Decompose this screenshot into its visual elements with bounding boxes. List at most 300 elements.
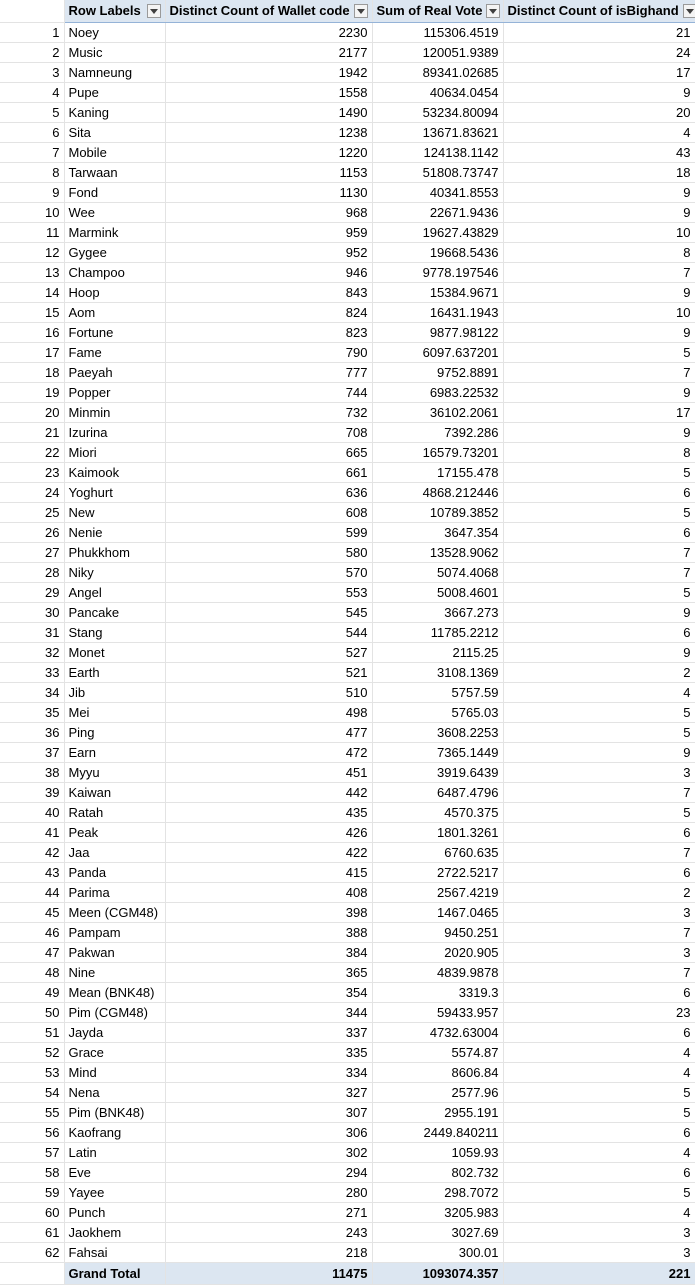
real-vote-sum[interactable]: 16431.1943 bbox=[372, 303, 503, 323]
real-vote-sum[interactable]: 3667.273 bbox=[372, 603, 503, 623]
bighand-count[interactable]: 5 bbox=[503, 703, 695, 723]
real-vote-sum[interactable]: 2577.96 bbox=[372, 1083, 503, 1103]
bighand-count[interactable]: 7 bbox=[503, 963, 695, 983]
bighand-count[interactable]: 7 bbox=[503, 843, 695, 863]
row-label[interactable]: Earth bbox=[64, 663, 165, 683]
real-vote-sum[interactable]: 13528.9062 bbox=[372, 543, 503, 563]
row-label[interactable]: Izurina bbox=[64, 423, 165, 443]
row-number: 62 bbox=[0, 1243, 64, 1263]
table-row bbox=[0, 863, 695, 883]
row-label[interactable]: Yoghurt bbox=[64, 483, 165, 503]
vote-header[interactable] bbox=[372, 0, 503, 23]
wallet-count[interactable]: 472 bbox=[165, 743, 372, 763]
row-number: 13 bbox=[0, 263, 64, 283]
row-label[interactable]: New bbox=[64, 503, 165, 523]
wallet-count[interactable]: 365 bbox=[165, 963, 372, 983]
real-vote-sum[interactable]: 5008.4601 bbox=[372, 583, 503, 603]
row-label[interactable]: Jayda bbox=[64, 1023, 165, 1043]
real-vote-sum[interactable]: 9450.251 bbox=[372, 923, 503, 943]
table-row bbox=[0, 603, 695, 623]
row-label[interactable]: Fortune bbox=[64, 323, 165, 343]
row-number: 52 bbox=[0, 1043, 64, 1063]
bighand-count[interactable]: 9 bbox=[503, 423, 695, 443]
real-vote-sum[interactable]: 2722.5217 bbox=[372, 863, 503, 883]
grand-total-bighand[interactable]: 221 bbox=[503, 1263, 695, 1285]
real-vote-sum[interactable]: 115306.4519 bbox=[372, 23, 503, 43]
row-number: 35 bbox=[0, 703, 64, 723]
bighand-count[interactable]: 7 bbox=[503, 923, 695, 943]
row-label[interactable]: Popper bbox=[64, 383, 165, 403]
bighand-count[interactable]: 21 bbox=[503, 23, 695, 43]
grand-total-row bbox=[0, 1263, 695, 1285]
bighand-count[interactable]: 9 bbox=[503, 203, 695, 223]
bighand-count[interactable]: 5 bbox=[503, 1103, 695, 1123]
wallet-count[interactable]: 451 bbox=[165, 763, 372, 783]
row-label[interactable]: Ratah bbox=[64, 803, 165, 823]
wallet-count[interactable]: 732 bbox=[165, 403, 372, 423]
real-vote-sum[interactable]: 3108.1369 bbox=[372, 663, 503, 683]
wallet-count[interactable]: 968 bbox=[165, 203, 372, 223]
wallet-count[interactable]: 608 bbox=[165, 503, 372, 523]
grand-total-vote[interactable]: 1093074.357 bbox=[372, 1263, 503, 1285]
bighand-count[interactable]: 17 bbox=[503, 63, 695, 83]
real-vote-sum[interactable]: 6760.635 bbox=[372, 843, 503, 863]
wallet-count[interactable]: 708 bbox=[165, 423, 372, 443]
bighand-count[interactable]: 3 bbox=[503, 943, 695, 963]
dropdown-arrow-icon[interactable] bbox=[486, 4, 500, 18]
table-row bbox=[0, 1243, 695, 1263]
real-vote-sum[interactable]: 40341.8553 bbox=[372, 183, 503, 203]
row-label[interactable]: Fame bbox=[64, 343, 165, 363]
wallet-count[interactable]: 327 bbox=[165, 1083, 372, 1103]
row-label[interactable]: Mei bbox=[64, 703, 165, 723]
row-number: 28 bbox=[0, 563, 64, 583]
row-label[interactable]: Aom bbox=[64, 303, 165, 323]
row-label[interactable]: Namneung bbox=[64, 63, 165, 83]
wallet-count[interactable]: 1942 bbox=[165, 63, 372, 83]
wallet-count[interactable]: 307 bbox=[165, 1103, 372, 1123]
row-label[interactable]: Pakwan bbox=[64, 943, 165, 963]
wallet-count[interactable]: 946 bbox=[165, 263, 372, 283]
wallet-count[interactable]: 823 bbox=[165, 323, 372, 343]
grand-total-wallet[interactable]: 11475 bbox=[165, 1263, 372, 1285]
row-number: 50 bbox=[0, 1003, 64, 1023]
real-vote-sum[interactable]: 19668.5436 bbox=[372, 243, 503, 263]
row-label[interactable]: Monet bbox=[64, 643, 165, 663]
row-label[interactable]: Kaiwan bbox=[64, 783, 165, 803]
real-vote-sum[interactable]: 11785.2212 bbox=[372, 623, 503, 643]
wallet-count[interactable]: 777 bbox=[165, 363, 372, 383]
row-label[interactable]: Myyu bbox=[64, 763, 165, 783]
real-vote-sum[interactable]: 3205.983 bbox=[372, 1203, 503, 1223]
real-vote-sum[interactable]: 5757.59 bbox=[372, 683, 503, 703]
wallet-count[interactable]: 302 bbox=[165, 1143, 372, 1163]
wallet-count[interactable]: 636 bbox=[165, 483, 372, 503]
wallet-count[interactable]: 398 bbox=[165, 903, 372, 923]
bighand-count[interactable]: 9 bbox=[503, 743, 695, 763]
wallet-count[interactable]: 294 bbox=[165, 1163, 372, 1183]
real-vote-sum[interactable]: 4732.63004 bbox=[372, 1023, 503, 1043]
bighand-count[interactable]: 4 bbox=[503, 1143, 695, 1163]
real-vote-sum[interactable]: 2020.905 bbox=[372, 943, 503, 963]
table-row bbox=[0, 1083, 695, 1103]
bighand-count[interactable]: 43 bbox=[503, 143, 695, 163]
row-number: 14 bbox=[0, 283, 64, 303]
real-vote-sum[interactable]: 4570.375 bbox=[372, 803, 503, 823]
row-label[interactable]: Niky bbox=[64, 563, 165, 583]
wallet-count[interactable]: 510 bbox=[165, 683, 372, 703]
row-label[interactable]: Yayee bbox=[64, 1183, 165, 1203]
real-vote-sum[interactable]: 89341.02685 bbox=[372, 63, 503, 83]
dropdown-arrow-icon[interactable] bbox=[147, 4, 161, 18]
row-label[interactable]: Phukkhom bbox=[64, 543, 165, 563]
wallet-count[interactable]: 306 bbox=[165, 1123, 372, 1143]
bighand-header[interactable] bbox=[503, 0, 695, 23]
real-vote-sum[interactable]: 2567.4219 bbox=[372, 883, 503, 903]
bighand-count[interactable]: 6 bbox=[503, 1163, 695, 1183]
real-vote-sum[interactable]: 9752.8891 bbox=[372, 363, 503, 383]
bighand-count[interactable]: 3 bbox=[503, 1243, 695, 1263]
wallet-count[interactable]: 442 bbox=[165, 783, 372, 803]
bighand-count[interactable]: 4 bbox=[503, 1063, 695, 1083]
row-label[interactable]: Stang bbox=[64, 623, 165, 643]
row-number: 16 bbox=[0, 323, 64, 343]
real-vote-sum[interactable]: 10789.3852 bbox=[372, 503, 503, 523]
row-label[interactable]: Eve bbox=[64, 1163, 165, 1183]
wallet-count[interactable]: 388 bbox=[165, 923, 372, 943]
bighand-count[interactable]: 9 bbox=[503, 643, 695, 663]
bighand-count[interactable]: 3 bbox=[503, 1223, 695, 1243]
wallet-count[interactable]: 599 bbox=[165, 523, 372, 543]
real-vote-sum[interactable]: 53234.80094 bbox=[372, 103, 503, 123]
table-row bbox=[0, 783, 695, 803]
row-number: 54 bbox=[0, 1083, 64, 1103]
real-vote-sum[interactable]: 120051.9389 bbox=[372, 43, 503, 63]
table-row bbox=[0, 1183, 695, 1203]
wallet-count[interactable]: 661 bbox=[165, 463, 372, 483]
bighand-count[interactable]: 6 bbox=[503, 863, 695, 883]
wallet-count[interactable]: 415 bbox=[165, 863, 372, 883]
table-row bbox=[0, 1203, 695, 1223]
row-label[interactable]: Minmin bbox=[64, 403, 165, 423]
wallet-count[interactable]: 952 bbox=[165, 243, 372, 263]
wallet-count[interactable]: 790 bbox=[165, 343, 372, 363]
real-vote-sum[interactable]: 6487.4796 bbox=[372, 783, 503, 803]
grand-total-label[interactable]: Grand Total bbox=[64, 1263, 165, 1285]
bighand-count[interactable]: 9 bbox=[503, 603, 695, 623]
real-vote-sum[interactable]: 1059.93 bbox=[372, 1143, 503, 1163]
wallet-count[interactable]: 545 bbox=[165, 603, 372, 623]
wallet-count[interactable]: 422 bbox=[165, 843, 372, 863]
row-label[interactable]: Wee bbox=[64, 203, 165, 223]
real-vote-sum[interactable]: 3319.3 bbox=[372, 983, 503, 1003]
real-vote-sum[interactable]: 3919.6439 bbox=[372, 763, 503, 783]
row-label[interactable]: Angel bbox=[64, 583, 165, 603]
real-vote-sum[interactable]: 5574.87 bbox=[372, 1043, 503, 1063]
row-label[interactable]: Tarwaan bbox=[64, 163, 165, 183]
real-vote-sum[interactable]: 5074.4068 bbox=[372, 563, 503, 583]
bighand-count[interactable]: 20 bbox=[503, 103, 695, 123]
bighand-count[interactable]: 24 bbox=[503, 43, 695, 63]
row-label[interactable]: Meen (CGM48) bbox=[64, 903, 165, 923]
wallet-count[interactable]: 1153 bbox=[165, 163, 372, 183]
wallet-count[interactable]: 744 bbox=[165, 383, 372, 403]
wallet-count[interactable]: 580 bbox=[165, 543, 372, 563]
wallet-count[interactable]: 665 bbox=[165, 443, 372, 463]
real-vote-sum[interactable]: 51808.73747 bbox=[372, 163, 503, 183]
bighand-count[interactable]: 4 bbox=[503, 1043, 695, 1063]
bighand-count[interactable]: 18 bbox=[503, 163, 695, 183]
table-row bbox=[0, 423, 695, 443]
bighand-count[interactable]: 6 bbox=[503, 623, 695, 643]
real-vote-sum[interactable]: 19627.43829 bbox=[372, 223, 503, 243]
dropdown-arrow-icon[interactable] bbox=[354, 4, 368, 18]
real-vote-sum[interactable]: 3027.69 bbox=[372, 1223, 503, 1243]
row-label[interactable]: Earn bbox=[64, 743, 165, 763]
row-number: 48 bbox=[0, 963, 64, 983]
table-row bbox=[0, 403, 695, 423]
real-vote-sum[interactable]: 13671.83621 bbox=[372, 123, 503, 143]
real-vote-sum[interactable]: 4868.212446 bbox=[372, 483, 503, 503]
bighand-count[interactable]: 6 bbox=[503, 483, 695, 503]
row-label[interactable]: Punch bbox=[64, 1203, 165, 1223]
real-vote-sum[interactable]: 59433.957 bbox=[372, 1003, 503, 1023]
row-label[interactable]: Hoop bbox=[64, 283, 165, 303]
real-vote-sum[interactable]: 5765.03 bbox=[372, 703, 503, 723]
bighand-count[interactable]: 4 bbox=[503, 1203, 695, 1223]
real-vote-sum[interactable]: 124138.1142 bbox=[372, 143, 503, 163]
wallet-count[interactable]: 384 bbox=[165, 943, 372, 963]
bighand-count[interactable]: 5 bbox=[503, 343, 695, 363]
wallet-count[interactable]: 1238 bbox=[165, 123, 372, 143]
table-row bbox=[0, 63, 695, 83]
row-number: 40 bbox=[0, 803, 64, 823]
wallet-count[interactable]: 344 bbox=[165, 1003, 372, 1023]
row-label[interactable]: Peak bbox=[64, 823, 165, 843]
row-label[interactable]: Gygee bbox=[64, 243, 165, 263]
bighand-count[interactable]: 5 bbox=[503, 723, 695, 743]
wallet-count[interactable]: 335 bbox=[165, 1043, 372, 1063]
wallet-count[interactable]: 1490 bbox=[165, 103, 372, 123]
real-vote-sum[interactable]: 2115.25 bbox=[372, 643, 503, 663]
row-label[interactable]: Paeyah bbox=[64, 363, 165, 383]
wallet-count[interactable]: 1220 bbox=[165, 143, 372, 163]
real-vote-sum[interactable]: 7392.286 bbox=[372, 423, 503, 443]
bighand-count[interactable]: 5 bbox=[503, 503, 695, 523]
wallet-count[interactable]: 435 bbox=[165, 803, 372, 823]
wallet-count[interactable]: 271 bbox=[165, 1203, 372, 1223]
bighand-count[interactable]: 9 bbox=[503, 83, 695, 103]
bighand-count[interactable]: 3 bbox=[503, 763, 695, 783]
real-vote-sum[interactable]: 15384.9671 bbox=[372, 283, 503, 303]
row-label[interactable]: Grace bbox=[64, 1043, 165, 1063]
row-labels-header[interactable] bbox=[64, 0, 165, 23]
table-row bbox=[0, 823, 695, 843]
real-vote-sum[interactable]: 300.01 bbox=[372, 1243, 503, 1263]
bighand-count[interactable]: 5 bbox=[503, 1083, 695, 1103]
row-label[interactable]: Kaimook bbox=[64, 463, 165, 483]
row-label[interactable]: Nenie bbox=[64, 523, 165, 543]
real-vote-sum[interactable]: 6097.637201 bbox=[372, 343, 503, 363]
wallet-count[interactable]: 824 bbox=[165, 303, 372, 323]
bighand-count[interactable]: 7 bbox=[503, 363, 695, 383]
wallet-count[interactable]: 527 bbox=[165, 643, 372, 663]
row-label[interactable]: Panda bbox=[64, 863, 165, 883]
wallet-count[interactable]: 243 bbox=[165, 1223, 372, 1243]
wallet-count[interactable]: 218 bbox=[165, 1243, 372, 1263]
row-label[interactable]: Fond bbox=[64, 183, 165, 203]
bighand-count[interactable]: 10 bbox=[503, 303, 695, 323]
row-label[interactable]: Nine bbox=[64, 963, 165, 983]
row-label[interactable]: Mean (BNK48) bbox=[64, 983, 165, 1003]
bighand-count[interactable]: 3 bbox=[503, 903, 695, 923]
wallet-count[interactable]: 2177 bbox=[165, 43, 372, 63]
row-label[interactable]: Parima bbox=[64, 883, 165, 903]
wallet-count[interactable]: 1130 bbox=[165, 183, 372, 203]
wallet-count[interactable]: 280 bbox=[165, 1183, 372, 1203]
wallet-count[interactable]: 408 bbox=[165, 883, 372, 903]
row-label[interactable]: Pim (BNK48) bbox=[64, 1103, 165, 1123]
row-label[interactable]: Pupe bbox=[64, 83, 165, 103]
real-vote-sum[interactable]: 9778.197546 bbox=[372, 263, 503, 283]
row-label[interactable]: Kaning bbox=[64, 103, 165, 123]
bighand-count[interactable]: 5 bbox=[503, 803, 695, 823]
real-vote-sum[interactable]: 16579.73201 bbox=[372, 443, 503, 463]
row-label[interactable]: Noey bbox=[64, 23, 165, 43]
row-number: 7 bbox=[0, 143, 64, 163]
dropdown-arrow-icon[interactable] bbox=[683, 4, 695, 18]
real-vote-sum[interactable]: 8606.84 bbox=[372, 1063, 503, 1083]
bighand-count[interactable]: 23 bbox=[503, 1003, 695, 1023]
bighand-count[interactable]: 2 bbox=[503, 883, 695, 903]
row-label[interactable]: Miori bbox=[64, 443, 165, 463]
real-vote-sum[interactable]: 22671.9436 bbox=[372, 203, 503, 223]
row-label[interactable]: Fahsai bbox=[64, 1243, 165, 1263]
row-number: 21 bbox=[0, 423, 64, 443]
real-vote-sum[interactable]: 1801.3261 bbox=[372, 823, 503, 843]
row-label[interactable]: Ping bbox=[64, 723, 165, 743]
bighand-count[interactable]: 4 bbox=[503, 683, 695, 703]
bighand-count[interactable]: 7 bbox=[503, 543, 695, 563]
table-row bbox=[0, 483, 695, 503]
wallet-count[interactable]: 544 bbox=[165, 623, 372, 643]
row-label[interactable]: Champoo bbox=[64, 263, 165, 283]
real-vote-sum[interactable]: 4839.9878 bbox=[372, 963, 503, 983]
row-label[interactable]: Sita bbox=[64, 123, 165, 143]
bighand-count[interactable]: 6 bbox=[503, 1023, 695, 1043]
row-label[interactable]: Music bbox=[64, 43, 165, 63]
table-row bbox=[0, 563, 695, 583]
row-number: 57 bbox=[0, 1143, 64, 1163]
real-vote-sum[interactable]: 1467.0465 bbox=[372, 903, 503, 923]
wallet-count[interactable]: 426 bbox=[165, 823, 372, 843]
bighand-count[interactable]: 6 bbox=[503, 1123, 695, 1143]
wallet-count[interactable]: 354 bbox=[165, 983, 372, 1003]
wallet-count[interactable]: 843 bbox=[165, 283, 372, 303]
real-vote-sum[interactable]: 3647.354 bbox=[372, 523, 503, 543]
wallet-count[interactable]: 498 bbox=[165, 703, 372, 723]
row-label[interactable]: Nena bbox=[64, 1083, 165, 1103]
bighand-count[interactable]: 9 bbox=[503, 183, 695, 203]
bighand-count[interactable]: 5 bbox=[503, 583, 695, 603]
real-vote-sum[interactable]: 36102.2061 bbox=[372, 403, 503, 423]
bighand-count[interactable]: 2 bbox=[503, 663, 695, 683]
row-label[interactable]: Pim (CGM48) bbox=[64, 1003, 165, 1023]
row-label[interactable]: Jaokhem bbox=[64, 1223, 165, 1243]
bighand-count[interactable]: 7 bbox=[503, 263, 695, 283]
real-vote-sum[interactable]: 17155.478 bbox=[372, 463, 503, 483]
row-label[interactable]: Mobile bbox=[64, 143, 165, 163]
wallet-header[interactable] bbox=[165, 0, 372, 23]
row-label[interactable]: Jib bbox=[64, 683, 165, 703]
bighand-count[interactable]: 17 bbox=[503, 403, 695, 423]
wallet-count[interactable]: 477 bbox=[165, 723, 372, 743]
wallet-count[interactable]: 2230 bbox=[165, 23, 372, 43]
bighand-count[interactable]: 7 bbox=[503, 563, 695, 583]
row-label[interactable]: Latin bbox=[64, 1143, 165, 1163]
real-vote-sum[interactable]: 40634.0454 bbox=[372, 83, 503, 103]
bighand-count[interactable]: 4 bbox=[503, 123, 695, 143]
bighand-count[interactable]: 9 bbox=[503, 283, 695, 303]
row-number: 29 bbox=[0, 583, 64, 603]
row-label[interactable]: Pampam bbox=[64, 923, 165, 943]
table-row bbox=[0, 1043, 695, 1063]
row-number: 58 bbox=[0, 1163, 64, 1183]
bighand-count[interactable]: 10 bbox=[503, 223, 695, 243]
row-label[interactable]: Pancake bbox=[64, 603, 165, 623]
bighand-count[interactable]: 6 bbox=[503, 523, 695, 543]
wallet-count[interactable]: 959 bbox=[165, 223, 372, 243]
bighand-count[interactable]: 7 bbox=[503, 783, 695, 803]
real-vote-sum[interactable]: 9877.98122 bbox=[372, 323, 503, 343]
table-row bbox=[0, 743, 695, 763]
real-vote-sum[interactable]: 298.7072 bbox=[372, 1183, 503, 1203]
wallet-count[interactable]: 334 bbox=[165, 1063, 372, 1083]
bighand-count[interactable]: 6 bbox=[503, 823, 695, 843]
table-row bbox=[0, 543, 695, 563]
wallet-count[interactable]: 553 bbox=[165, 583, 372, 603]
real-vote-sum[interactable]: 6983.22532 bbox=[372, 383, 503, 403]
row-label[interactable]: Marmink bbox=[64, 223, 165, 243]
real-vote-sum[interactable]: 3608.2253 bbox=[372, 723, 503, 743]
row-number-header bbox=[0, 0, 64, 23]
bighand-count[interactable]: 5 bbox=[503, 1183, 695, 1203]
bighand-count[interactable]: 9 bbox=[503, 323, 695, 343]
real-vote-sum[interactable]: 2955.191 bbox=[372, 1103, 503, 1123]
wallet-count[interactable]: 521 bbox=[165, 663, 372, 683]
real-vote-sum[interactable]: 2449.840211 bbox=[372, 1123, 503, 1143]
row-label[interactable]: Mind bbox=[64, 1063, 165, 1083]
table-row bbox=[0, 363, 695, 383]
real-vote-sum[interactable]: 802.732 bbox=[372, 1163, 503, 1183]
wallet-count[interactable]: 570 bbox=[165, 563, 372, 583]
row-label[interactable]: Jaa bbox=[64, 843, 165, 863]
row-number: 12 bbox=[0, 243, 64, 263]
bighand-count[interactable]: 8 bbox=[503, 443, 695, 463]
bighand-count[interactable]: 8 bbox=[503, 243, 695, 263]
table-row bbox=[0, 623, 695, 643]
row-label[interactable]: Kaofrang bbox=[64, 1123, 165, 1143]
wallet-count[interactable]: 337 bbox=[165, 1023, 372, 1043]
bighand-count[interactable]: 5 bbox=[503, 463, 695, 483]
row-number: 42 bbox=[0, 843, 64, 863]
real-vote-sum[interactable]: 7365.1449 bbox=[372, 743, 503, 763]
bighand-count[interactable]: 9 bbox=[503, 383, 695, 403]
table-row bbox=[0, 243, 695, 263]
table-row bbox=[0, 983, 695, 1003]
wallet-count[interactable]: 1558 bbox=[165, 83, 372, 103]
bighand-count[interactable]: 6 bbox=[503, 983, 695, 1003]
